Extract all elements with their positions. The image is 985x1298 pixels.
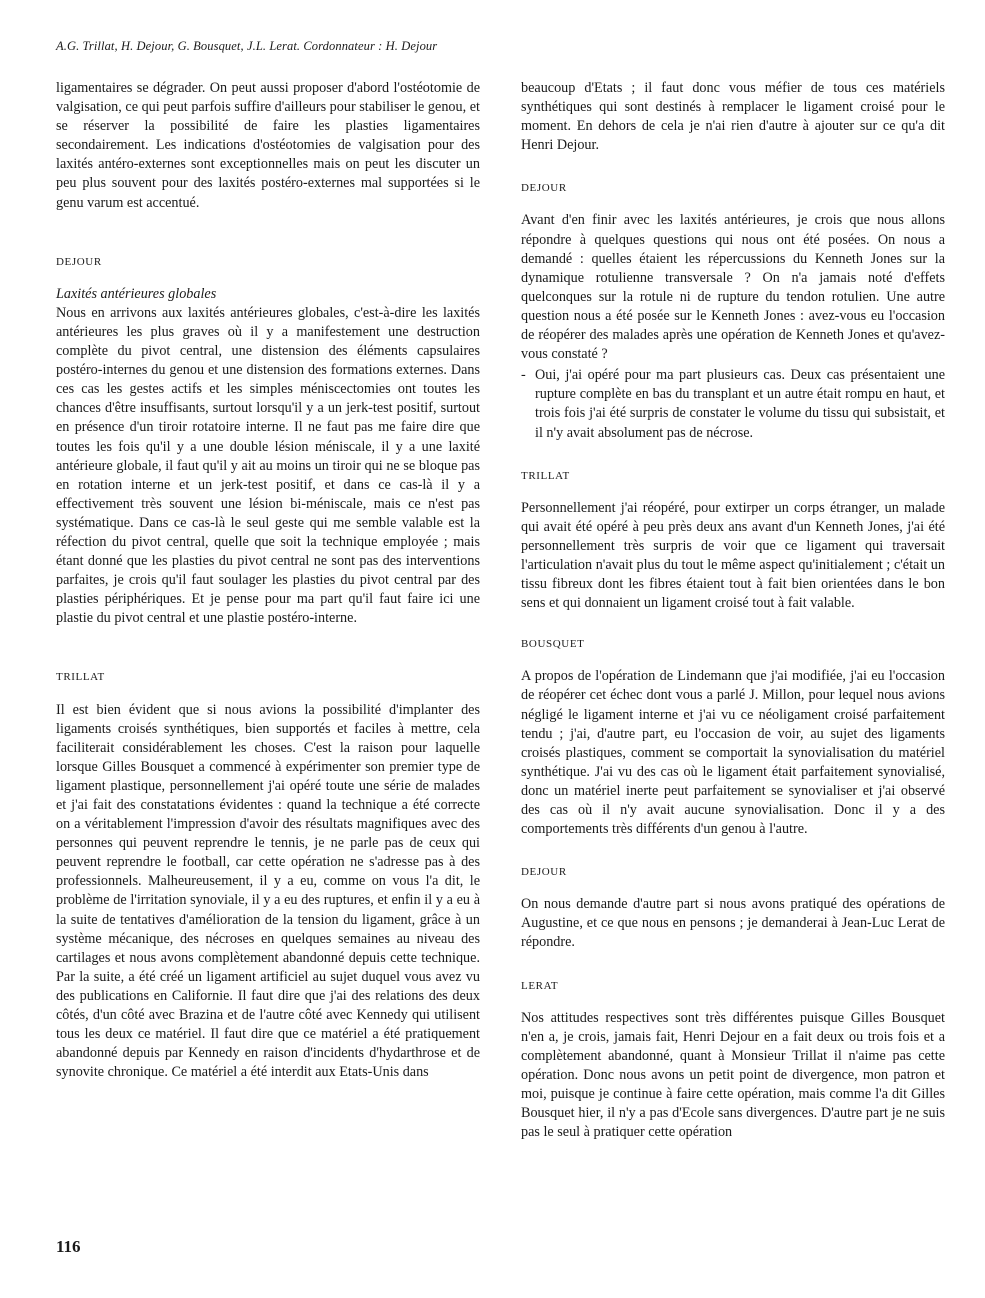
paragraph: Il est bien évident que si nous avions la possibilité d'implanter des ligaments croisés synthétiques, bien supportés et faciles à mettre, cela faciliterait considérablement les choses. C'est la raison pour laquelle lorsque Gilles Bousquet a commencé à expérimenter son premier type de ligament plastique, personnellement j'ai opéré toute une série de malades et j'ai fait des constatations évidentes : quand la technique a été correcte on a véritablement l'impression d'avoir des résultats magnifiques avec des personnes qui peuvent reprendre le tennis, je ne parle pas de ceux qui peuvent reprendre le football, car cette opération ne s'adresse pas à des professionnels. Malheureusement, il y a eu, comme on vous l'a dit, le problème de l'irritation synoviale, il y a eu des ruptures, et enfin il y a eu à la suite de tentatives d'amélioration de la tension du ligament, grâce à un système mécanique, des nécroses en quelques semaines au niveau des cartilages et nous avons complètement abandonné depuis cette technique. Par la suite, a été créé un ligament artificiel au sujet duquel vous avez vu des publications en Californie. Il faut dire que j'ai des relations des deux côtés, d'un côté avec Brazina et de l'autre côté avec Kennedy qui utilisent tous les deux ce matériel. Il faut dire que ce matériel a été pratiquement abandonné depuis par Kennedy en raison d'incidents d'hydarthrose et de synovite chronique. Ce matériel a été interdit aux Etats-Unis dans — [56, 701, 480, 1081]
answer-text: Oui, j'ai opéré pour ma part plusieurs cas. Deux cas présentaient une rupture complète en bas du transplant et un autre était rompu en haut, et trois fois j'ai été surpris de constater le volume du tissu qui subsistait, et il n'y avait absolument pas de nécrose. — [535, 367, 945, 441]
page-number: 116 — [56, 1237, 81, 1256]
section-title: Laxités antérieures globales — [56, 285, 217, 302]
paragraph: beaucoup d'Etats ; il faut donc vous méfier de tous ces matériels synthétiques qui sont destinés à remplacer le ligament croisé pour le moment. En dehors de cela je n'ai rien d'autre à ajouter sur ce qu'a dit Henri Dejour. — [521, 80, 945, 154]
speaker-label: DEJOUR — [521, 866, 567, 879]
running-header: A.G. Trillat, H. Dejour, G. Bousquet, J.L. Lerat. Cordonnateur : H. Dejour — [56, 39, 438, 53]
paragraph: Personnellement j'ai réopéré, pour extirper un corps étranger, un malade qui avait été opéré à peu près deux ans avant d'un Kenneth Jones, j'ai été personnellement très surpris de voir que ce ligament qui traversait l'articulation n'avait plus du tout le même aspect qu'initialement ; c'était un tissu fibreux dont les fibres étaient tout à fait bien orientées dans le bon sens et qui donnaient un ligament croisé tout à fait valable. — [521, 499, 945, 612]
speaker-label: DEJOUR — [521, 182, 567, 195]
answer-item — [521, 366, 945, 442]
paragraph: On nous demande d'autre part si nous avons pratiqué des opérations de Augustine, et ce que nous en pensons ; je demanderai à Jean-Luc Lerat de répondre. — [521, 896, 945, 951]
paragraph: ligamentaires se dégrader. On peut aussi proposer d'abord l'ostéotomie de valgisation, ce qui peut parfois suffire d'ailleurs pour stabiliser le genou, et se réserver la possibilité de faire les plasties ligamentaires secondairement. Les indications d'ostéotomies de valgisation pour des laxités antéro-externes sont exceptionnelles mais on peut les discuter un peu plus souvent pour des laxités postéro-externes mal supportées si le genu varum est accentué. — [56, 80, 480, 211]
speaker-label: DEJOUR — [56, 255, 102, 268]
left-column — [56, 79, 480, 1082]
right-column — [521, 79, 945, 1142]
paragraph: Avant d'en finir avec les laxités antérieures, je crois que nous allons répondre à quelques questions qui nous ont été posées. On nous a demandé : quelles étaient les répercussions du Kenneth Jones sur la dynamique rotulienne transversale ? On n'a jamais noté d'effets quelconques sur la rotule ni de rupture du tendon rotulien. Une autre question nous a été posée sur le Kenneth Jones : avez-vous eu l'occasion de réopérer des malades après une opération de Kenneth Jones et qu'avez-vous constaté ? — [521, 212, 945, 363]
speaker-label: BOUSQUET — [521, 638, 585, 651]
paragraph: A propos de l'opération de Lindemann que j'ai modifiée, j'ai eu l'occasion de réopérer cet échec dont vous a parlé J. Millon, pour lequel nous avions négligé le ligament interne et j'ai vu ce néoligament croisé parfaitement tendu ; j'ai, d'autre part, eu l'occasion de voir, au sujet des ligaments croisés plastiques, comment se comportait la synovialisation du matériel synthétique. J'ai vu des cas où le ligament était parfaitement synovialisé, donc un matériel inerte peut parfaitement se synovialiser et j'ai observé des cas où il n'y avait aucune synovialisation. Donc il y a des comportements très différents d'un genou à l'autre. — [521, 668, 945, 838]
speaker-label: TRILLAT — [56, 671, 105, 684]
answer-dash: - — [521, 367, 526, 384]
paragraph: Nos attitudes respectives sont très différentes puisque Gilles Bousquet n'en a, je crois, jamais fait, Henri Dejour en a fait deux ou trois fois et a complètement abandonné, quant à Monsieur Trillat il n'aime pas cette opération. Donc nous avons un petit point de divergence, mon patron et moi, puisque je continue à faire cette opération, mais comme l'a dit Gilles Bousquet hier, il n'y a pas d'Ecole sans divergences. D'autre part je ne suis pas le seul à pratiquer cette opération — [521, 1009, 945, 1141]
paragraph: Nous en arrivons aux laxités antérieures globales, c'est-à-dire les laxités antérieures les plus graves où il y a manifestement une destruction complète du pivot central, une distension des éléments capsulaires postéro-internes du genou et une distension des formations externes. Dans ces cas les gestes actifs et les simples méniscectomies ont toutes les chances d'être insuffisants, surtout lorsqu'il y a un jerk-test positif, surtout en présence d'un tiroir rotatoire interne. Il ne faut pas me faire dire que toutes les fois qu'il y a une double lésion méniscale, il y a une laxité antérieure globale, il faut qu'il y ait au moins un tiroir qui ne se bloque pas en rotation interne et un jerk-test positif, et dans ce cas-là il y a effectivement très souvent une lésion bi-méniscale, mais ce n'est pas systématique. Dans ce cas-là le seul geste qui me semble valable est la réfection du pivot central, quelle que soit la technique employée ; mais étant donné que les plasties du pivot central ne sont pas des interventions parfaites, je crois qu'il faut soulager les plasties du pivot central par des plasties périphériques. Et je pense pour ma part qu'il faut faire ici une plastie du pivot central et une plastie postéro-interne. — [56, 304, 480, 627]
speaker-label: LERAT — [521, 979, 559, 992]
speaker-label: TRILLAT — [521, 469, 570, 482]
